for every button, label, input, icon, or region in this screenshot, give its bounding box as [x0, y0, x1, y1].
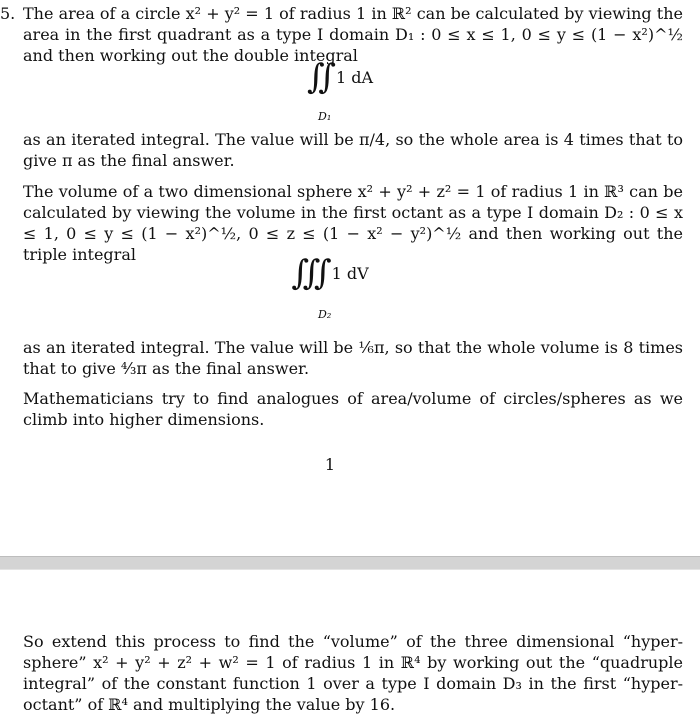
paragraph-hyper-sphere: So extend this process to find the “volume” of the three dimensional “hyper-sphere” x² + y² + z² + w² = 1 of radius 1 in ℝ⁴ by working out the “quadruple integral” of the constant function 1 over a type I domain D₃ in the first “hyper-octant” of ℝ⁴ and multiplying the value by 16.: [23, 632, 683, 714]
double-integral-integrand: 1 dA: [335, 68, 373, 87]
double-integral: [260, 57, 420, 123]
double-integral-domain: D₁: [318, 110, 332, 123]
page-number: 1: [324, 455, 336, 474]
double-integral-symbol: ∬: [306, 57, 330, 97]
page-2: [0, 570, 700, 726]
paragraph-circle-area: The area of a circle x² + y² = 1 of radius 1 in ℝ² can be calculated by viewing the area in the first quadrant as a type I domain D₁ : 0 ≤ x ≤ 1, 0 ≤ y ≤ (1 − x²)^½ and then working out the double integral: [23, 4, 683, 65]
triple-integral-domain: D₂: [318, 308, 332, 321]
paragraph-volume-result: as an iterated integral. The value will be ⅙π, so that the whole volume is 8 times that to give ⁴⁄₃π as the final answer.: [23, 338, 683, 378]
problem-number: 5.: [0, 4, 16, 23]
paragraph-higher-dimensions: Mathematicians try to find analogues of area/volume of circles/spheres as we climb into higher dimensions.: [23, 389, 683, 429]
triple-integral: [250, 253, 410, 321]
triple-integral-integrand: 1 dV: [331, 264, 369, 283]
paragraph-area-result: as an iterated integral. The value will be π/4, so the whole area is 4 times that to give π as the final answer.: [23, 130, 683, 170]
paragraph-sphere-volume: The volume of a two dimensional sphere x² + y² + z² = 1 of radius 1 in ℝ³ can be calculated by viewing the volume in the first octant as a type I domain D₂ : 0 ≤ x ≤ 1, 0 ≤ y ≤ (1 − x²)^½, 0 ≤ z ≤ (1 − x² − y²)^½ and then working out the triple integral: [23, 182, 683, 264]
page-separator: [0, 556, 700, 570]
triple-integral-symbol: ∭: [291, 253, 326, 293]
